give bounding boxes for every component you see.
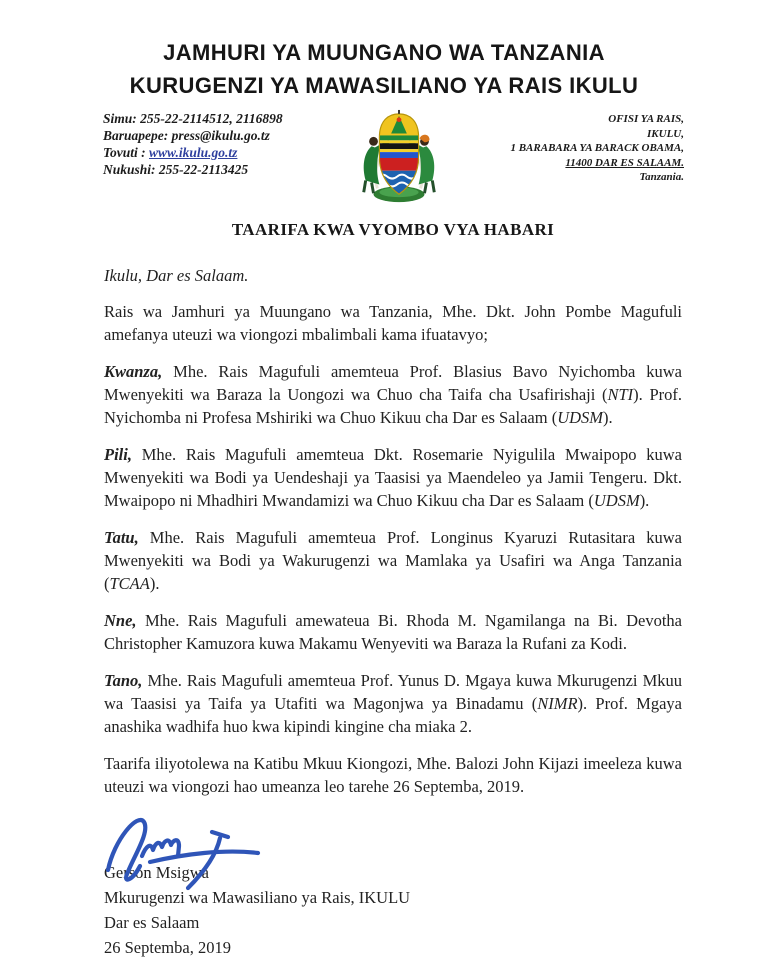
signoff-date: 26 Septemba, 2019 [104,938,231,957]
paragraph-nne: Nne, Mhe. Rais Magufuli amewateua Bi. Rhoda M. Ngamilanga na Bi. Devotha Christopher Kamuzora kuwa Makamu Wenyeviti wa Baraza la Rufani za Kodi. [104,611,682,653]
paragraph-closing: Taarifa iliyotolewa na Katibu Mkuu Kiongozi, Mhe. Balozi John Kijazi imeeleza kuwa uteuzi wa viongozi hao umeanza leo tarehe 26 Septemba, 2019. [104,754,682,796]
tanzania-coat-of-arms-icon [350,108,448,206]
paragraph-pili: Pili, Mhe. Rais Magufuli amemteua Dkt. Rosemarie Nyigulila Mwaipopo kuwa Mwenyekiti wa Bodi ya Uendeshaji ya Taasisi ya Maendeleo ya Jamii Tengeru. Dkt. Mwaipopo ni Mhadhiri Mwandamizi wa Chuo Kikuu cha Dar es Salaam (UDSM). [104,445,682,510]
letterhead-row [0,108,768,216]
contact-block [103,110,283,178]
signatory-name: Gerson Msigwa [104,863,209,882]
signoff-city: Dar es Salaam [104,913,200,932]
handwritten-signature-icon [92,804,282,890]
paragraphs [104,300,682,798]
fax-line: Nukushi: 255-22-2113425 [103,162,249,177]
website-line[interactable]: Tovuti : www.ikulu.go.tz [103,145,238,160]
address-line-ikulu: IKULU, [647,127,684,140]
paragraph-tatu: Tatu, Mhe. Rais Magufuli amemteua Prof. Longinus Kyaruzi Rutasitara kuwa Mwenyekiti wa Bodi ya Wakurugenzi wa Mamlaka ya Usafiri wa Anga Tanzania (TCAA). [104,528,682,593]
masthead-title-line2: KURUGENZI YA MAWASILIANO YA RAIS IKULU [129,73,639,98]
masthead-title-line1: JAMHURI YA MUUNGANO WA TANZANIA [163,40,605,65]
paragraph-intro: Rais wa Jamhuri ya Muungano wa Tanzania, Mhe. Dkt. John Pombe Magufuli amefanya uteuzi wa viongozi mbalimbali kama ifuatavyo; [104,302,682,344]
email-line: Baruapepe: press@ikulu.go.tz [103,128,270,143]
signature-area [104,808,682,860]
phone-line: Simu: 255-22-2114512, 2116898 [103,111,283,126]
address-block [454,112,684,185]
paragraph-tano: Tano, Mhe. Rais Magufuli amemteua Prof. Yunus D. Mgaya kuwa Mkurugenzi Mkuu wa Taasisi ya Taifa ya Utafiti wa Magonjwa ya Binadamu (NIMR). Prof. Mgaya anashika wadhifa huo kwa kipindi kingine cha miaka 2. [104,671,682,736]
dateline: Ikulu, Dar es Salaam. [104,266,249,285]
signoff-block [104,808,682,960]
address-line-country: Tanzania. [639,171,684,183]
address-line-city: 11400 DAR ES SALAAM. [565,156,684,169]
masthead [0,0,768,102]
document-heading: TAARIFA KWA VYOMBO VYA HABARI [231,220,555,239]
address-line-street: 1 BARABARA YA BARACK OBAMA, [510,142,684,154]
paragraph-kwanza: Kwanza, Mhe. Rais Magufuli amemteua Prof. Blasius Bavo Nyichomba kuwa Mwenyekiti wa Baraza la Uongozi wa Chuo cha Taifa cha Usafirishaji (NTI). Prof. Nyichomba ni Profesa Mshiriki wa Chuo Kikuu cha Dar es Salaam (UDSM). [104,362,682,427]
signatory-title: Mkurugenzi wa Mawasiliano ya Rais, IKULU [104,888,411,907]
letter-body [104,220,682,960]
address-line-office: OFISI YA RAIS, [608,113,684,125]
